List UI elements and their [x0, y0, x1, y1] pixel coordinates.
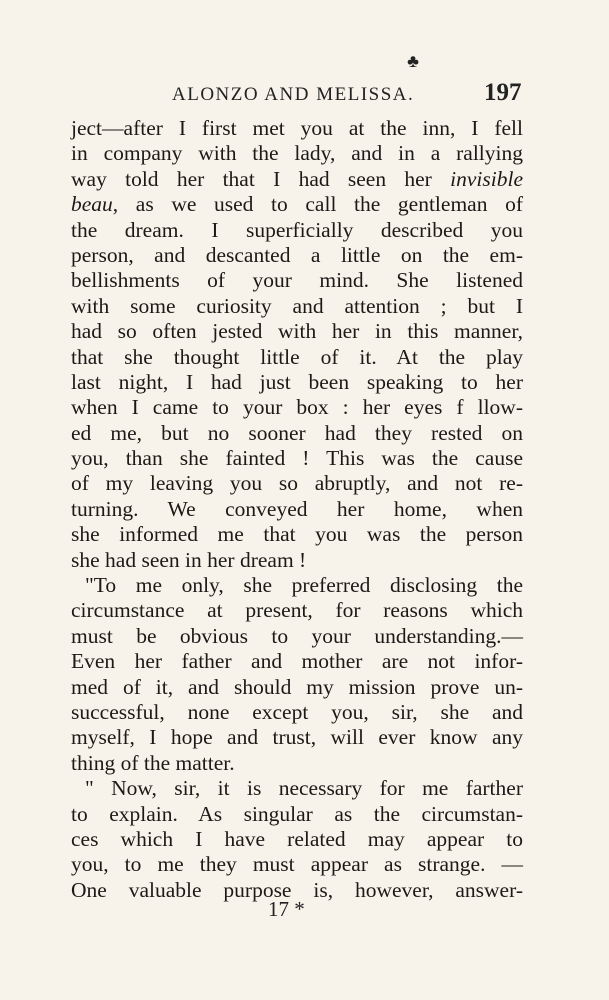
text-line: One valuable purpose is, however, answer-: [71, 877, 523, 902]
text-line: Even her father and mother are not infor-: [71, 649, 523, 674]
text-line: must be obvious to your understanding.—: [71, 623, 523, 648]
text-line: med of it, and should my mission prove un-: [71, 674, 523, 699]
text-line: with some curiosity and attention ; but I: [71, 293, 523, 318]
signature-mark: 17 *: [268, 897, 305, 921]
text-line: last night, I had just been speaking to her: [71, 369, 523, 394]
text-line: of my leaving you so abruptly, and not re-: [71, 471, 523, 496]
text-line: beau, as we used to call the gentleman of: [71, 192, 523, 217]
text-line: thing of the matter.: [71, 750, 235, 775]
text-line: she informed me that you was the person: [71, 522, 523, 547]
running-title: ALONZO AND MELISSA.: [172, 84, 415, 105]
text-line: in company with the lady, and in a rallying: [71, 141, 523, 166]
text-line: you, to me they must appear as strange. —: [71, 852, 523, 877]
page-number: 197: [484, 79, 522, 106]
text-line: way told her that I had seen her invisible: [71, 166, 523, 191]
page-body: [71, 116, 523, 903]
text-line: ject—after I first met you at the inn, I fell: [71, 116, 523, 140]
text-line: circumstance at present, for reasons which: [71, 598, 523, 623]
text-line: had so often jested with her in this manner,: [71, 319, 523, 344]
text-line: successful, none except you, sir, she and: [71, 699, 523, 724]
text-line: to explain. As singular as the circumstan-: [71, 801, 523, 826]
text-line: myself, I hope and trust, will ever know any: [71, 725, 523, 750]
text-line: that she thought little of it. At the play: [71, 344, 523, 369]
text-line: you, than she fainted ! This was the cause: [71, 446, 523, 471]
text-line: bellishments of your mind. She listened: [71, 268, 523, 293]
text-line: ces which I have related may appear to: [71, 826, 523, 851]
text-line: person, and descanted a little on the em-: [71, 242, 523, 267]
text-line: ed me, but no sooner had they rested on: [71, 420, 523, 445]
club-ornament-icon: ♣: [407, 51, 419, 71]
text-line: " Now, sir, it is necessary for me farther: [85, 776, 523, 801]
text-line: the dream. I superficially described you: [71, 217, 523, 242]
text-line: "To me only, she preferred disclosing the: [85, 573, 523, 598]
text-line: turning. We conveyed her home, when: [71, 496, 523, 521]
text-line: she had seen in her dream !: [71, 547, 307, 572]
text-line: when I came to your box : her eyes f llow-: [71, 395, 523, 420]
